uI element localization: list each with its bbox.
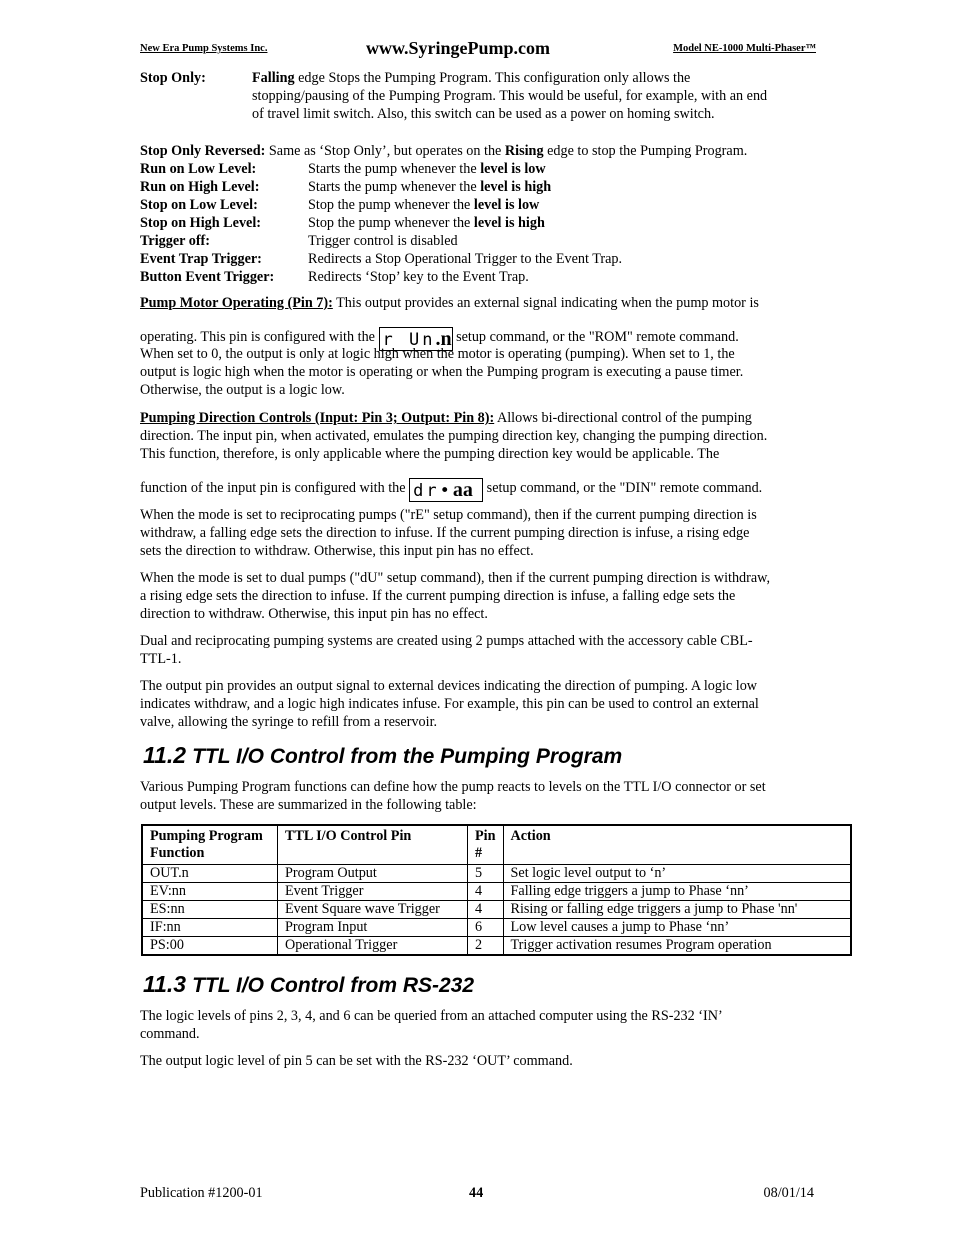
text-line: indicates withdraw, and a logic high indicates infuse. For example, this pin can be used to control an external [140,696,759,712]
table-row [142,901,851,919]
pump-motor-heading-line: Pump Motor Operating (Pin 7): This output provides an external signal indicating when the pump motor is [140,295,759,311]
text-line: a rising edge sets the direction to infuse. If the current pumping direction is infuse, a falling edge sets the [140,588,736,604]
trigger-row-label: Trigger off: [140,233,210,249]
table-cell: OUT.n [142,865,278,883]
section-11-2-intro: output levels. These are summarized in the following table: [140,797,477,813]
ttl-function-table [141,824,852,956]
text-line: valve, allowing the syringe to refill from a reservoir. [140,714,438,730]
table-cell: 5 [468,865,504,883]
table-cell: Operational Trigger [278,937,468,956]
pump-motor-heading: Pump Motor Operating (Pin 7): [140,295,333,311]
pump-dir-line2: direction. The input pin, when activated, emulates the pumping direction key, changing the pumping direction. [140,428,768,444]
website-url[interactable]: www.SyringePump.com [366,38,550,58]
trigger-row-description: Stop the pump whenever the level is low [308,197,540,213]
trigger-row-label: Stop on High Level: [140,215,262,231]
lcd-display-run-icon: r Un.n [379,327,453,351]
trigger-row-description: Stop the pump whenever the level is high [308,215,545,231]
section-heading-11-3: 11.3 TTL I/O Control from RS-232 [143,971,475,997]
text-line: withdraw, a falling edge sets the direction to infuse. If the current pumping direction is infuse, a rising edge [140,525,750,541]
page-number: 44 [469,1185,484,1201]
pump-motor-line3: When set to 0, the output is only at logic high when the motor is operating (pumping). When set to 1, the [140,346,735,362]
trigger-row-label: Run on Low Level: [140,161,257,177]
table-cell: Set logic level output to ‘n’ [503,865,851,883]
text-line: When the mode is set to dual pumps ("dU" setup command), then if the current pumping direction is withdraw, [140,570,771,586]
page-header [140,38,816,60]
pump-dir-heading-line: Pumping Direction Controls (Input: Pin 3; Output: Pin 8): Allows bi-directional control of the pumping [140,410,752,426]
section-heading-11-2: 11.2 TTL I/O Control from the Pumping Program [143,742,623,768]
table-cell: Falling edge triggers a jump to Phase ‘nn’ [503,883,851,901]
publication-number: Publication #1200-01 [140,1185,263,1201]
table-cell: Program Input [278,919,468,937]
stop-only-line2: stopping/pausing of the Pumping Program. This would be useful, for example, with an end [252,88,768,104]
table-cell: Rising or falling edge triggers a jump to Phase 'nn' [503,901,851,919]
text-line: Dual and reciprocating pumping systems are created using 2 pumps attached with the accessory cable CBL- [140,633,753,649]
pump-dir-heading: Pumping Direction Controls (Input: Pin 3; Output: Pin 8): [140,410,495,426]
table-row [142,883,851,901]
section-11-3-text: The output logic level of pin 5 can be set with the RS-232 ‘OUT’ command. [140,1053,573,1069]
trigger-row-description: Redirects ‘Stop’ key to the Event Trap. [308,269,529,285]
table-row [142,937,851,956]
stop-only-line1: Falling edge Stops the Pumping Program. This configuration only allows the [252,70,691,86]
table-cell: 2 [468,937,504,956]
pump-motor-line4: output is logic high when the motor is operating or when the Pumping program is executing a pause timer. [140,364,744,380]
table-row [142,865,851,883]
trigger-row-description: Starts the pump whenever the level is high [308,179,552,195]
table-cell: 4 [468,883,504,901]
table-cell: IF:nn [142,919,278,937]
model-name: Model NE-1000 Multi-Phaser™ [673,43,816,54]
pump-dir-line3: This function, therefore, is only applicable where the pumping direction key would be applicable. The [140,446,720,462]
text-line: direction to withdraw. Otherwise, this input pin has no effect. [140,606,488,622]
text-line: The output pin provides an output signal to external devices indicating the direction of pumping. A logic low [140,678,758,694]
table-row [142,919,851,937]
trigger-row-description: Redirects a Stop Operational Trigger to the Event Trap. [308,251,623,267]
stop-only-label: Stop Only: [140,70,206,86]
table-header: Pumping Program Function [142,825,278,865]
trigger-row-description: Starts the pump whenever the level is low [308,161,546,177]
table-cell: Program Output [278,865,468,883]
trigger-row-label: Stop on Low Level: [140,197,258,213]
pump-motor-line5: Otherwise, the output is a logic low. [140,382,345,398]
table-cell: Low level causes a jump to Phase ‘nn’ [503,919,851,937]
publication-date: 08/01/14 [763,1185,814,1201]
table-header: Action [503,825,851,865]
table-cell: Trigger activation resumes Program operation [503,937,851,956]
table-cell: Event Square wave Trigger [278,901,468,919]
table-cell: 4 [468,901,504,919]
stop-only-reversed: Stop Only Reversed: Same as ‘Stop Only’, but operates on the Rising edge to stop the Pumping Program. [140,143,748,159]
table-cell: Event Trigger [278,883,468,901]
pump-motor-line2: operating. This pin is configured with the r Un.n setup command, or the "ROM" remote command. [140,328,739,350]
trigger-row-label: Run on High Level: [140,179,260,195]
trigger-row-label: Event Trap Trigger: [140,251,262,267]
trigger-row-description: Trigger control is disabled [308,233,458,249]
table-header: TTL I/O Control Pin [278,825,468,865]
table-cell: EV:nn [142,883,278,901]
table-header-row [142,825,851,865]
stop-only-line3: of travel limit switch. Also, this switch can be used as a power on homing switch. [252,106,715,122]
company-name: New Era Pump Systems Inc. [140,43,268,54]
table-cell: PS:00 [142,937,278,956]
table-cell: ES:nn [142,901,278,919]
text-line: When the mode is set to reciprocating pumps ("rE" setup command), then if the current pumping direction is [140,507,757,523]
section-11-3-text: command. [140,1026,200,1042]
text-line: TTL-1. [140,651,182,667]
lcd-display-dir-icon: dr•aa [409,478,483,502]
table-cell: 6 [468,919,504,937]
trigger-row-label: Button Event Trigger: [140,269,275,285]
section-11-3-text: The logic levels of pins 2, 3, 4, and 6 can be queried from an attached computer using the RS-232 ‘IN’ [140,1008,723,1024]
table-header: Pin # [468,825,504,865]
section-11-2-intro: Various Pumping Program functions can define how the pump reacts to levels on the TTL I/O connector or set [140,779,766,795]
pump-dir-line4: function of the input pin is configured with the dr•aa setup command, or the "DIN" remote command. [140,479,763,501]
text-line: sets the direction to withdraw. Otherwise, this input pin has no effect. [140,543,534,559]
